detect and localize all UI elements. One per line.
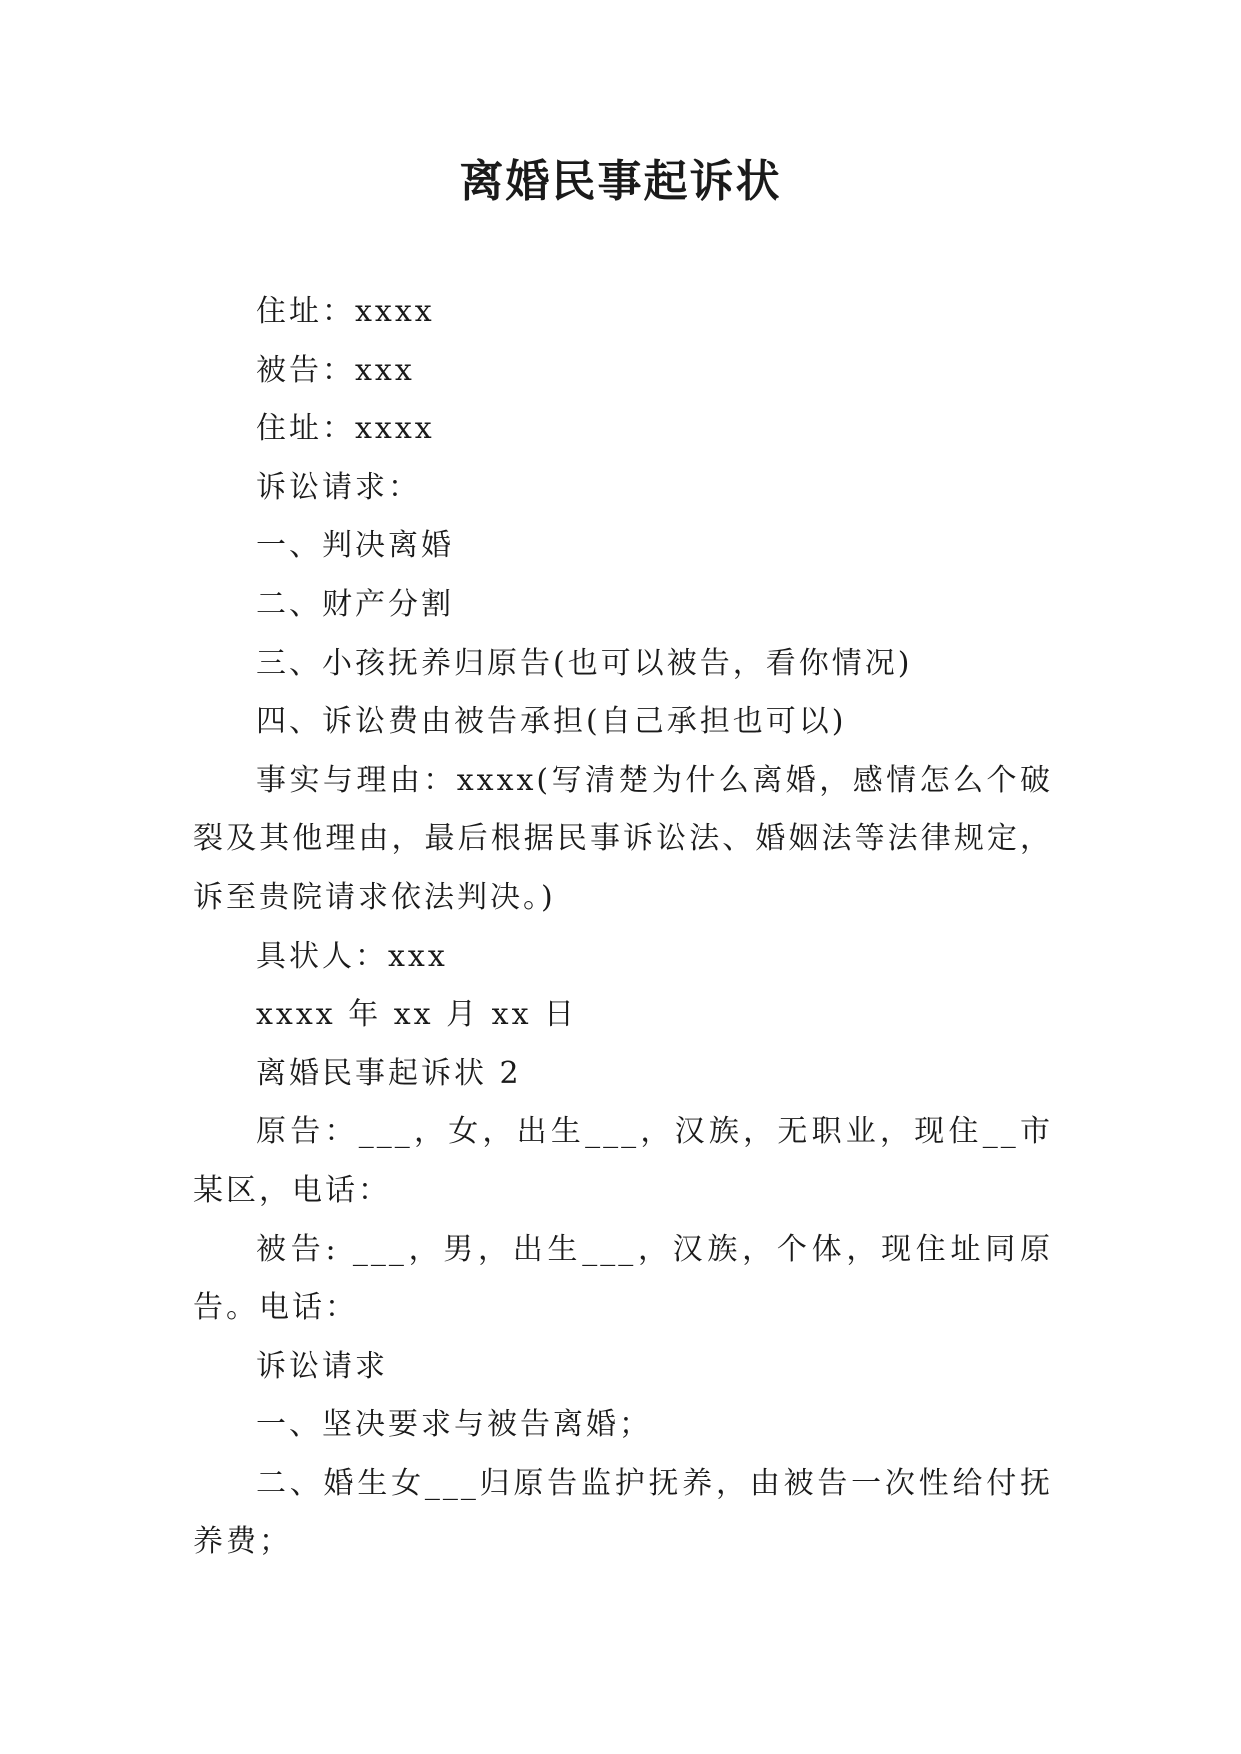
claim-item-4: 四、诉讼费由被告承担(自己承担也可以) [256,704,847,740]
defendant-address-line: 住址：xxxx [256,411,435,447]
claims-heading-2: 诉讼请求 [256,1348,388,1384]
claims-heading: 诉讼请求： [256,469,421,505]
facts-and-reasons-paragraph: 事实与理由：xxxx(写清楚为什么离婚，感情怎么个破裂及其他理由，最后根据民事诉讼法、婚姻法等法律规定，诉至贵院请求依法判决。) [193,762,1053,915]
document-title: 离婚民事起诉状 [459,156,782,207]
claim-item-2: 二、财产分割 [256,586,454,622]
document-body [193,283,1053,1572]
claim-item-3: 三、小孩抚养归原告(也可以被告，看你情况) [256,645,913,681]
signatory-line: 具状人：xxx [256,938,448,974]
date-line: xxxx 年 xx 月 xx 日 [256,997,578,1033]
plaintiff-address-line: 住址：xxxx [256,294,435,329]
second-sample-heading: 离婚民事起诉状 2 [256,1055,522,1091]
claim-item-1: 一、判决离婚 [256,528,454,564]
claim-2-item-2: 二、婚生女___归原告监护抚养，由被告一次性给付抚养费； [193,1465,1053,1560]
plaintiff-info-paragraph: 原告：___，女，出生___，汉族，无职业，现住__市某区，电话： [193,1114,1053,1208]
defendant-info-paragraph: 被告: ___，男，出生___，汉族，个体，现住址同原告。电话： [193,1231,1053,1326]
defendant-line: 被告：xxx [256,352,415,388]
claim-2-item-1: 一、坚决要求与被告离婚； [256,1407,652,1443]
